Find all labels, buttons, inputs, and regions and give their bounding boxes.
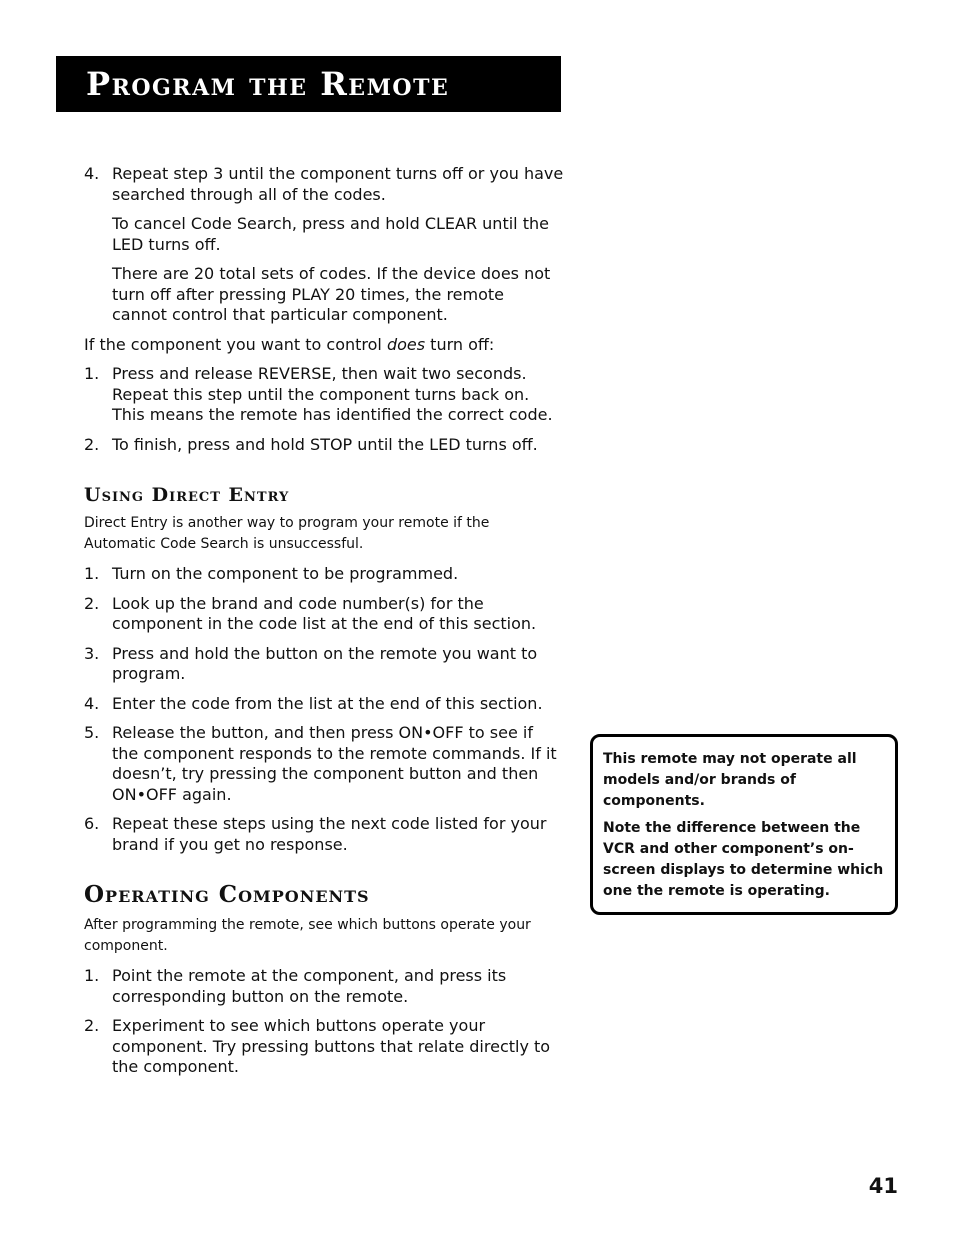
list-item xyxy=(84,564,564,585)
step-number: 2. xyxy=(84,434,100,454)
list-item xyxy=(84,644,564,685)
list-item xyxy=(84,594,564,635)
step-text: Press and release REVERSE, then wait two seconds. Repeat this step until the component turns back on. This means the remote has identified the correct code. xyxy=(112,364,553,424)
step-number: 1. xyxy=(84,364,100,383)
step-number: 1. xyxy=(84,966,100,985)
lead-text-end: turn off: xyxy=(425,334,495,354)
step-text: Press and hold the button on the remote you want to program. xyxy=(112,643,538,683)
compatibility-note-box xyxy=(590,734,898,915)
does-turn-off-lead xyxy=(84,335,564,356)
step-text: Experiment to see which buttons operate your component. Try pressing buttons that relate directly to the component. xyxy=(112,1016,551,1076)
step-number: 4. xyxy=(84,164,100,183)
step-number: 1. xyxy=(84,564,100,583)
step-text: Look up the brand and code number(s) for the component in the code list at the end of this section. xyxy=(112,593,537,633)
cancel-note: To cancel Code Search, press and hold CLEAR until the LED turns off. xyxy=(112,214,549,254)
step-number: 3. xyxy=(84,643,100,663)
direct-entry-heading: Using Direct Entry xyxy=(84,484,290,506)
step-text: To finish, press and hold STOP until the LED turns off. xyxy=(112,434,538,454)
list-item xyxy=(84,435,564,456)
list-item xyxy=(84,814,564,855)
step-text: Repeat step 3 until the component turns off or you have searched through all of the codes. xyxy=(112,164,564,204)
step-number: 2. xyxy=(84,1016,100,1035)
step-number: 6. xyxy=(84,814,100,833)
note-paragraph: This remote may not operate all models and/or brands of components. xyxy=(603,751,857,809)
header-banner xyxy=(56,56,561,112)
code-sets-note: There are 20 total sets of codes. If the device does not turn off after pressing PLAY 20 times, the remote cannot control that particular component. xyxy=(112,264,551,324)
operating-heading: Operating Components xyxy=(84,881,370,908)
list-item xyxy=(84,966,564,1007)
step-text: Turn on the component to be programmed. xyxy=(112,564,459,583)
list-item xyxy=(84,1016,564,1078)
note-paragraph: Note the difference between the VCR and other component’s on-screen displays to determine which one the remote is operating. xyxy=(603,820,884,899)
step-number: 5. xyxy=(84,723,100,742)
step-text: Point the remote at the component, and press its corresponding button on the remote. xyxy=(112,966,507,1006)
list-item xyxy=(84,364,564,426)
list-item xyxy=(84,723,564,805)
lead-text: If the component you want to control xyxy=(84,334,387,354)
step-text: Repeat these steps using the next code listed for your brand if you get no response. xyxy=(112,814,547,854)
list-item xyxy=(84,164,564,205)
page-number: 41 xyxy=(868,1174,898,1198)
lead-emphasis: does xyxy=(386,334,426,354)
operating-intro: After programming the remote, see which buttons operate your component. xyxy=(84,917,531,954)
list-item xyxy=(84,694,564,715)
step-number: 4. xyxy=(84,693,100,713)
main-content xyxy=(84,164,564,1087)
direct-entry-intro: Direct Entry is another way to program your remote if the Automatic Code Search is unsuccessful. xyxy=(84,515,490,552)
step-text: Release the button, and then press ON•OFF to see if the component responds to the remote commands. If it doesn’t, try pressing the component button and then ON•OFF again. xyxy=(112,723,557,804)
page-title: Program the Remote xyxy=(86,65,450,103)
step-number: 2. xyxy=(84,593,100,613)
step-text: Enter the code from the list at the end of this section. xyxy=(112,693,543,713)
